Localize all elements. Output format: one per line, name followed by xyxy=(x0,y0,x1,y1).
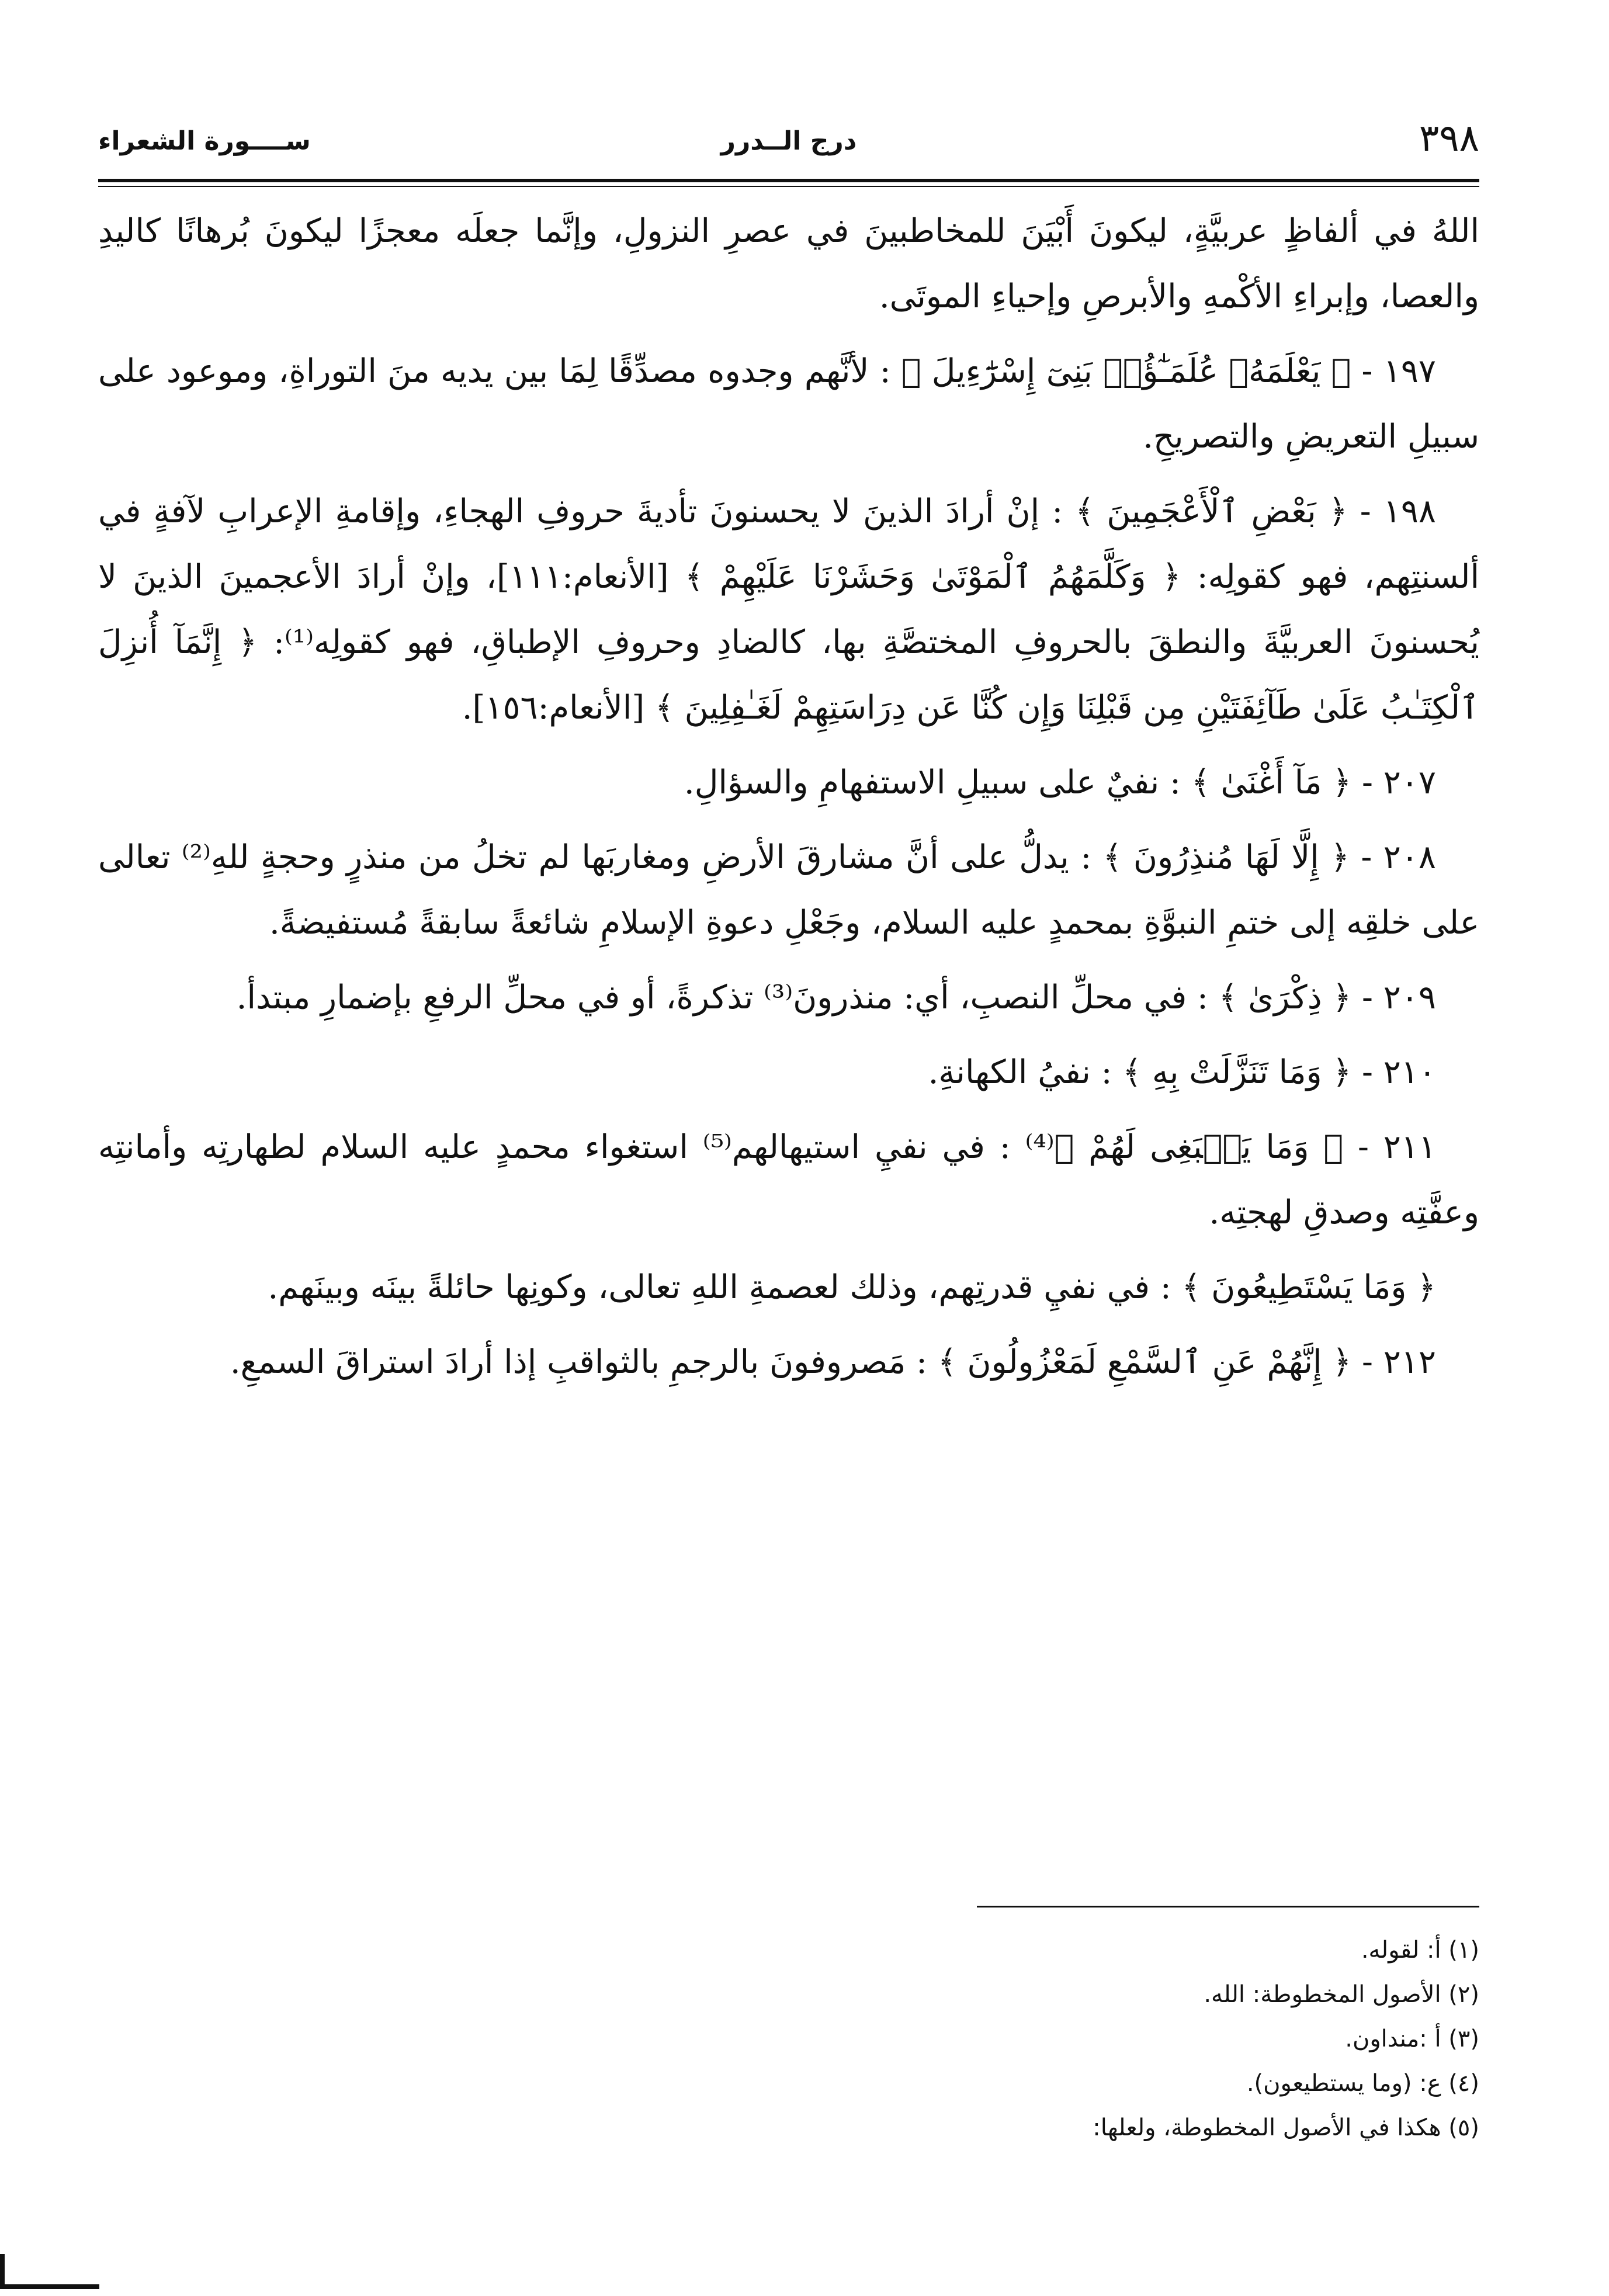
footnote: (١) أ: لقوله. xyxy=(1361,1937,1479,1964)
surah-title: ســــورة الشعراء xyxy=(98,126,311,156)
main-text xyxy=(98,199,1479,1404)
paragraph: ٢١١ - ﴿ وَمَا يَنۢبَغِى لَهُمْ ﴾⁽⁴⁾ : في نفيِ استيهالهم⁽⁵⁾ استغواء محمدٍ عليه السلام لطهارتِه وأمانتِه وعفَّتِه وصدقِ لهجتِه. xyxy=(98,1128,1479,1232)
footnote: (٤) ع: (وما يستطيعون). xyxy=(1246,2070,1479,2097)
paragraph: اللهُ في ألفاظٍ عربيَّةٍ، ليكونَ أَبْيَنَ للمخاطبينَ في عصرِ النزولِ، وإنَّما جعلَه معجزًا ليكونَ بُرهانًا كاليدِ والعصا، وإبراءِ الأكْمهِ والأبرصِ وإحياءِ الموتَى. xyxy=(98,212,1479,315)
book-title: درج الــدرر xyxy=(720,126,857,156)
running-header xyxy=(98,111,1479,175)
crop-mark-vertical xyxy=(0,2254,5,2289)
footnote: (٢) الأصول المخطوطة: الله. xyxy=(1204,1981,1479,2008)
paragraph: ١٩٨ - ﴿ بَعْضِ ٱلْأَعْجَمِينَ ﴾ : إنْ أرادَ الذينَ لا يحسنونَ تأديةَ حروفِ الهجاءِ، وإقامةِ الإعرابِ لآفةٍ في ألسنتِهم، فهو كقولِه: ﴿ وَكَلَّمَهُمُ ٱلْمَوْتَىٰ وَحَشَرْنَا عَلَيْهِمْ ﴾ [الأنعام:١١١]، وإنْ أرادَ الأعجمينَ الذينَ لا يُحسنونَ العربيَّةَ والنطقَ بالحروفِ المختصَّةِ بها، كالضادِ وحروفِ الإطباقِ، فهو كقولِه⁽¹⁾: ﴿ إِنَّمَآ أُنزِلَ ٱلْكِتَـٰبُ عَلَىٰ طَآئِفَتَيْنِ مِن قَبْلِنَا وَإِن كُنَّا عَن دِرَاسَتِهِمْ لَغَـٰفِلِينَ ﴾ [الأنعام:١٥٦]. xyxy=(98,493,1479,727)
page-number: ٣٩٨ xyxy=(1419,117,1479,160)
header-rule-thin xyxy=(98,186,1479,187)
paragraph: ١٩٧ - ﴿ يَعْلَمَهُۥ عُلَمَـٰٓؤُا۟ بَنِىٓ إِسْرَٰٓءِيلَ ﴾ : لأنَّهم وجدوه مصدِّقًا لِمَا بين يديه منَ التوراةِ، وموعود على سبيلِ التعريضِ والتصريحِ. xyxy=(98,352,1479,456)
footnotes xyxy=(526,1928,1479,2150)
paragraph: ﴿ وَمَا يَسْتَطِيعُونَ ﴾ : في نفيِ قدرتِهم، وذلك لعصمةِ اللهِ تعالى، وكونِها حائلةً بينَه وبينَهم. xyxy=(268,1268,1436,1306)
paragraph: ٢٠٨ - ﴿ إِلَّا لَهَا مُنذِرُونَ ﴾ : يدلُّ على أنَّ مشارقَ الأرضِ ومغاربَها لم تخلُ من منذرٍ وحجةٍ للهِ⁽²⁾ تعالى على خلقِه إلى ختمِ النبوَّةِ بمحمدٍ عليه السلام، وجَعْلِ دعوةِ الإسلامِ شائعةً سابقةً مُستفيضةً. xyxy=(98,838,1479,942)
header-rule xyxy=(98,179,1479,182)
paragraph: ٢٠٩ - ﴿ ذِكْرَىٰ ﴾ : في محلِّ النصبِ، أي: منذرونَ⁽³⁾ تذكرةً، أو في محلِّ الرفعِ بإضمارِ مبتدأ. xyxy=(236,979,1436,1017)
paragraph: ٢١٢ - ﴿ إِنَّهُمْ عَنِ ٱلسَّمْعِ لَمَعْزُولُونَ ﴾ : مَصروفونَ بالرجمِ بالثواقبِ إذا أرادَ استراقَ السمعِ. xyxy=(230,1343,1436,1381)
paragraph: ٢٠٧ - ﴿ مَآ أَغْنَىٰ ﴾ : نفيٌ على سبيلِ الاستفهامِ والسؤالِ. xyxy=(684,764,1436,802)
paragraph: ٢١٠ - ﴿ وَمَا تَنَزَّلَتْ بِهِ ﴾ : نفيُ الكهانةِ. xyxy=(928,1053,1436,1091)
footnote: (٣) أ :منداون. xyxy=(1345,2026,1479,2052)
footnote: (٥) هكذا في الأصول المخطوطة، ولعلها: xyxy=(1093,2114,1479,2141)
crop-mark xyxy=(0,2284,99,2289)
footnote-rule xyxy=(977,1906,1479,1907)
